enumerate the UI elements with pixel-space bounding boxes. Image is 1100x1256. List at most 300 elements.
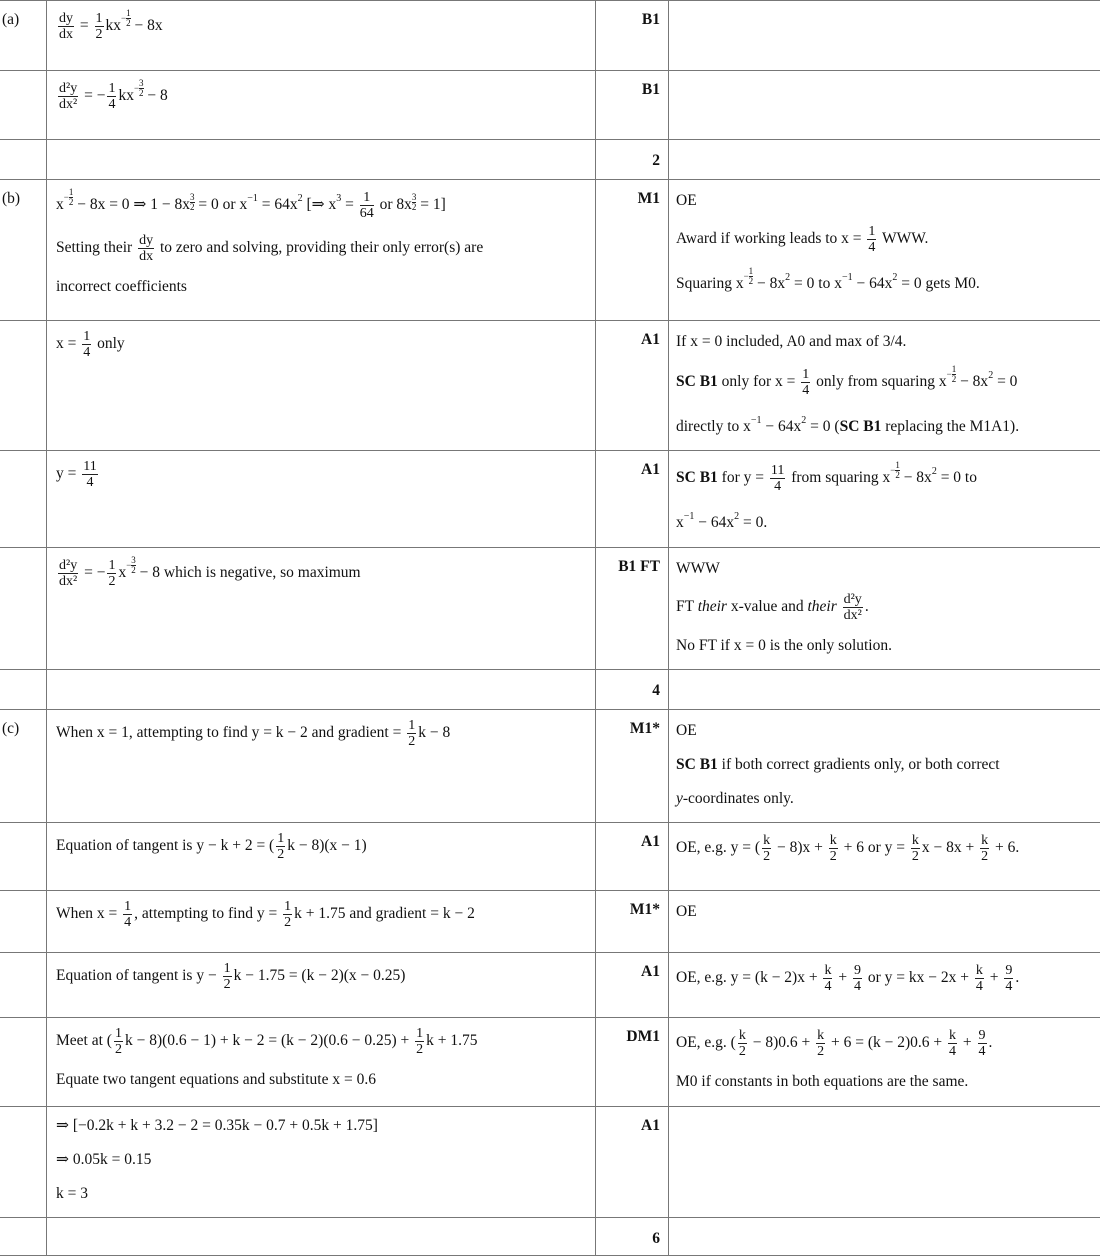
text-run: . <box>989 1034 993 1051</box>
total-marks: 2 <box>596 140 669 180</box>
text-run: k − 8)(0.6 − 1) + k − 2 = (k − 2)(0.6 − 0.25) + <box>125 1032 413 1049</box>
numerator: 1 <box>126 9 131 19</box>
math-line <box>56 1115 587 1137</box>
answer-cell <box>47 1217 596 1255</box>
numerator: 3 <box>190 193 195 203</box>
math-line <box>676 558 1094 580</box>
numerator: d²y <box>843 592 863 608</box>
math-line <box>56 831 587 862</box>
mark-cell: B1 <box>596 1 669 71</box>
text-run: OE, e.g. ( <box>676 1034 736 1051</box>
text-run: or 8x <box>376 196 412 213</box>
text-run: = <box>341 196 358 213</box>
math-line <box>676 506 1094 534</box>
text-run: − 64x <box>762 418 802 435</box>
fraction <box>762 833 771 864</box>
denominator: 2 <box>829 849 838 864</box>
mark-cell: M1* <box>596 709 669 822</box>
text-run: . <box>865 598 869 615</box>
fraction <box>816 1028 825 1059</box>
table-row <box>0 321 1100 451</box>
text-run: ⇒ 0.05k = 0.15 <box>56 1151 151 1168</box>
text-run: Award if working leads to x = <box>676 230 865 247</box>
numerator: 1 <box>107 81 116 97</box>
part-label <box>0 1106 47 1217</box>
math-line <box>676 963 1094 994</box>
text-run: + <box>959 1034 976 1051</box>
bold-text: SC B1 <box>840 418 882 435</box>
denominator: 2 <box>762 849 771 864</box>
answer-cell <box>47 669 596 709</box>
guidance-cell <box>669 140 1100 180</box>
part-label <box>0 669 47 709</box>
math-line <box>56 718 587 749</box>
guidance-cell <box>669 1217 1100 1255</box>
text-run: − 8x <box>956 373 988 390</box>
text-run: only from squaring x <box>812 373 946 390</box>
math-line <box>676 720 1094 742</box>
numerator: 1 <box>407 718 416 734</box>
text-run: = 0 to <box>937 469 977 486</box>
text-run: only <box>93 335 124 352</box>
text-run: = 0 to x <box>790 275 842 292</box>
numerator: 1 <box>801 367 810 383</box>
text-run: OE <box>676 903 697 920</box>
exponent-sign: − <box>121 14 126 23</box>
text-run: When x = <box>56 905 121 922</box>
fraction <box>853 963 862 994</box>
denominator: 4 <box>823 979 832 994</box>
numerator: 9 <box>1004 963 1013 979</box>
denominator: 2 <box>895 471 900 480</box>
total-marks: 4 <box>596 669 669 709</box>
fraction <box>107 558 116 589</box>
fraction <box>58 81 78 112</box>
mark-scheme-body <box>0 1 1100 1256</box>
guidance-cell <box>669 71 1100 140</box>
denominator: 2 <box>114 1042 123 1057</box>
guidance-cell <box>669 709 1100 822</box>
fraction <box>82 329 91 360</box>
numerator: 1 <box>867 224 876 240</box>
text-run: x-value and <box>727 598 807 615</box>
text-run: Setting their <box>56 239 136 256</box>
denominator: 4 <box>123 915 132 930</box>
numerator: k <box>762 833 771 849</box>
numerator: 1 <box>69 188 74 198</box>
math-line <box>676 1071 1094 1093</box>
numerator: 3 <box>131 556 136 566</box>
denominator: 4 <box>82 475 97 490</box>
text-run: − 8 which is negative, so maximum <box>136 564 361 581</box>
text-run: Equation of tangent is y − k + 2 = ( <box>56 837 274 854</box>
denominator: 2 <box>980 849 989 864</box>
guidance-cell <box>669 450 1100 547</box>
denominator: 4 <box>770 479 785 494</box>
text-run: − 8)0.6 + <box>749 1034 814 1051</box>
answer-cell <box>47 822 596 890</box>
math-line <box>676 833 1094 864</box>
fraction <box>980 833 989 864</box>
math-line <box>676 410 1094 438</box>
numerator: 1 <box>952 365 957 375</box>
table-row <box>0 1017 1100 1106</box>
numerator: 3 <box>139 79 144 89</box>
fraction <box>843 592 863 623</box>
part-label: (c) <box>0 709 47 822</box>
math-line <box>56 79 587 112</box>
denominator: 2 <box>276 847 285 862</box>
guidance-cell <box>669 1 1100 71</box>
fraction <box>276 831 285 862</box>
guidance-cell <box>669 547 1100 669</box>
math-line <box>56 1149 587 1171</box>
text-run: kx <box>106 17 122 34</box>
numerator: 1 <box>276 831 285 847</box>
numerator: 1 <box>415 1026 424 1042</box>
part-label <box>0 321 47 451</box>
numerator: 9 <box>978 1028 987 1044</box>
italic-text: y <box>676 790 683 807</box>
numerator: 1 <box>223 961 232 977</box>
superscript: 2 <box>801 415 806 426</box>
bold-text: SC B1 <box>676 373 718 390</box>
text-run: x <box>118 564 126 581</box>
fraction <box>948 1028 957 1059</box>
denominator: 4 <box>948 1044 957 1059</box>
exponent-sign: − <box>126 561 131 570</box>
table-row <box>0 450 1100 547</box>
part-label <box>0 140 47 180</box>
fraction <box>107 81 116 112</box>
fraction <box>114 1026 123 1057</box>
fraction <box>975 963 984 994</box>
superscript: 2 <box>734 511 739 522</box>
numerator: 1 <box>283 899 292 915</box>
text-run: Equate two tangent equations and substitute x = 0.6 <box>56 1071 376 1088</box>
table-row <box>0 1217 1100 1255</box>
fraction <box>978 1028 987 1059</box>
table-row <box>0 822 1100 890</box>
numerator: 1 <box>123 899 132 915</box>
mark-cell: A1 <box>596 822 669 890</box>
math-line <box>676 635 1094 657</box>
guidance-cell <box>669 1017 1100 1106</box>
table-row <box>0 890 1100 952</box>
text-run: k − 1.75 = (k − 2)(x − 0.25) <box>234 967 406 984</box>
text-run: − 8x <box>131 17 163 34</box>
text-run: or y = kx − 2x + <box>864 969 973 986</box>
exponent-sign: − <box>890 466 895 475</box>
fraction <box>911 833 920 864</box>
exponent-sign: − <box>64 193 69 202</box>
text-run: -coordinates only. <box>683 790 794 807</box>
text-run: + 6. <box>991 839 1019 856</box>
denominator: 4 <box>867 240 876 255</box>
math-line <box>676 461 1094 494</box>
text-run: When x = 1, attempting to find y = k − 2 and gradient = <box>56 724 405 741</box>
text-run: − 8 <box>144 87 168 104</box>
answer-cell <box>47 321 596 451</box>
math-line <box>56 233 587 264</box>
numerator: 11 <box>770 463 785 479</box>
mark-cell: A1 <box>596 321 669 451</box>
part-label <box>0 547 47 669</box>
denominator: 2 <box>107 574 116 589</box>
numerator: k <box>980 833 989 849</box>
fraction <box>415 1026 424 1057</box>
denominator: 4 <box>82 345 91 360</box>
part-label <box>0 1217 47 1255</box>
answer-cell <box>47 952 596 1017</box>
math-line <box>56 1026 587 1057</box>
text-run: If x = 0 included, A0 and max of 3/4. <box>676 333 906 350</box>
numerator: dy <box>138 233 154 249</box>
text-run: WWW <box>676 560 720 577</box>
mark-cell: A1 <box>596 952 669 1017</box>
math-line <box>56 961 587 992</box>
table-row <box>0 709 1100 822</box>
math-line <box>676 901 1094 923</box>
answer-cell <box>47 890 596 952</box>
superscript: −1 <box>751 415 762 426</box>
numerator: 1 <box>749 267 754 277</box>
guidance-cell <box>669 952 1100 1017</box>
text-run: for y = <box>718 469 768 486</box>
numerator: 9 <box>853 963 862 979</box>
denominator: 2 <box>749 277 754 286</box>
text-run: incorrect coefficients <box>56 278 187 295</box>
fraction <box>138 233 154 264</box>
math-line <box>676 190 1094 212</box>
numerator: k <box>816 1028 825 1044</box>
text-run: = 0 ( <box>806 418 839 435</box>
text-run: − 8x = 0 ⇒ 1 − 8x <box>73 196 190 213</box>
fraction <box>123 899 132 930</box>
text-run: directly to x <box>676 418 751 435</box>
text-run: k + 1.75 and gradient = k − 2 <box>294 905 475 922</box>
answer-cell <box>47 709 596 822</box>
answer-cell <box>47 140 596 180</box>
superscript: 2 <box>785 272 790 283</box>
text-run: [⇒ x <box>303 196 337 213</box>
math-line <box>676 365 1094 398</box>
denominator: dx² <box>843 608 863 623</box>
text-run: OE, e.g. y = ( <box>676 839 760 856</box>
text-run: − 8x <box>900 469 932 486</box>
part-label: (a) <box>0 1 47 71</box>
guidance-cell <box>669 890 1100 952</box>
numerator: dy <box>58 11 74 27</box>
text-run: WWW. <box>878 230 928 247</box>
denominator: 2 <box>283 915 292 930</box>
numerator: k <box>911 833 920 849</box>
text-run <box>837 598 841 615</box>
text-run: = − <box>80 87 105 104</box>
answer-cell <box>47 1106 596 1217</box>
text-run: − 64x <box>694 514 734 531</box>
numerator: 1 <box>114 1026 123 1042</box>
denominator: 4 <box>853 979 862 994</box>
fractional-exponent <box>947 365 957 384</box>
guidance-cell <box>669 180 1100 321</box>
text-run: from squaring x <box>787 469 890 486</box>
part-label <box>0 450 47 547</box>
fractional-exponent <box>890 461 900 480</box>
denominator: 2 <box>190 203 195 212</box>
text-run: = 64x <box>258 196 298 213</box>
fractional-exponent <box>134 79 144 98</box>
text-run: + <box>986 969 1003 986</box>
text-run: kx <box>118 87 134 104</box>
text-run: x − 8x + <box>922 839 978 856</box>
text-run: = 0 or x <box>195 196 248 213</box>
answer-cell <box>47 1 596 71</box>
math-line <box>56 329 587 360</box>
guidance-cell <box>669 1106 1100 1217</box>
superscript: 2 <box>298 193 303 204</box>
denominator: 4 <box>975 979 984 994</box>
answer-cell <box>47 180 596 321</box>
exponent-sign: − <box>947 370 952 379</box>
text-run: if both correct gradients only, or both correct <box>718 756 1000 773</box>
fractional-exponent <box>64 188 74 207</box>
denominator: 2 <box>412 203 417 212</box>
numerator: d²y <box>58 81 78 97</box>
math-line <box>56 276 587 298</box>
text-run: , attempting to find y = <box>134 905 281 922</box>
fraction <box>823 963 832 994</box>
denominator: dx² <box>58 574 78 589</box>
answer-cell <box>47 1017 596 1106</box>
math-line <box>56 1069 587 1091</box>
math-line <box>676 788 1094 810</box>
fraction <box>801 367 810 398</box>
table-row <box>0 547 1100 669</box>
denominator: 2 <box>816 1044 825 1059</box>
text-run: k + 1.75 <box>426 1032 477 1049</box>
text-run: Squaring x <box>676 275 744 292</box>
numerator: k <box>975 963 984 979</box>
text-run: Equation of tangent is y − <box>56 967 221 984</box>
text-run: − 8)x + <box>773 839 827 856</box>
text-run: k − 8 <box>418 724 450 741</box>
math-line <box>676 224 1094 255</box>
numerator: 1 <box>82 329 91 345</box>
text-run: x = <box>56 335 80 352</box>
answer-cell <box>47 450 596 547</box>
numerator: 1 <box>895 461 900 471</box>
denominator: 2 <box>95 27 104 42</box>
fraction <box>95 11 104 42</box>
denominator: 2 <box>126 19 131 28</box>
fraction <box>223 961 232 992</box>
text-run: k − 8)(x − 1) <box>287 837 366 854</box>
part-label <box>0 890 47 952</box>
math-line <box>56 459 587 490</box>
text-run: OE, e.g. y = (k − 2)x + <box>676 969 821 986</box>
numerator: 11 <box>82 459 97 475</box>
text-run: = 0. <box>739 514 767 531</box>
denominator: 2 <box>415 1042 424 1057</box>
mark-cell: B1 FT <box>596 547 669 669</box>
text-run: to zero and solving, providing their only error(s) are <box>156 239 483 256</box>
text-run: − 64x <box>853 275 893 292</box>
text-run: + 6 = (k − 2)0.6 + <box>827 1034 946 1051</box>
bold-text: SC B1 <box>676 756 718 773</box>
numerator: 1 <box>360 190 374 206</box>
part-label: (b) <box>0 180 47 321</box>
denominator: 2 <box>139 89 144 98</box>
part-label <box>0 1017 47 1106</box>
mark-cell: M1* <box>596 890 669 952</box>
superscript: 2 <box>932 466 937 477</box>
table-row <box>0 180 1100 321</box>
math-line <box>56 899 587 930</box>
text-run: only for x = <box>718 373 800 390</box>
text-run: + <box>834 969 851 986</box>
numerator: d²y <box>58 558 78 574</box>
math-line <box>676 1028 1094 1059</box>
table-row <box>0 669 1100 709</box>
denominator: 2 <box>911 849 920 864</box>
fraction <box>360 190 374 221</box>
text-run: M0 if constants in both equations are the same. <box>676 1073 968 1090</box>
part-label <box>0 952 47 1017</box>
fraction <box>1004 963 1013 994</box>
denominator: 2 <box>952 375 957 384</box>
numerator: k <box>823 963 832 979</box>
text-run: = <box>76 17 93 34</box>
part-label <box>0 71 47 140</box>
italic-text: their <box>807 598 836 615</box>
denominator: 4 <box>1004 979 1013 994</box>
mark-cell: B1 <box>596 71 669 140</box>
superscript: −1 <box>247 193 258 204</box>
text-run: = − <box>80 564 105 581</box>
numerator: k <box>829 833 838 849</box>
table-row <box>0 1106 1100 1217</box>
denominator: 4 <box>107 97 116 112</box>
text-run: k = 3 <box>56 1185 88 1202</box>
mark-cell: DM1 <box>596 1017 669 1106</box>
denominator: 4 <box>801 383 810 398</box>
text-run: OE <box>676 722 697 739</box>
fraction <box>58 11 74 42</box>
text-run: y = <box>56 465 80 482</box>
text-run: + 6 or y = <box>840 839 909 856</box>
numerator: k <box>948 1028 957 1044</box>
bold-text: SC B1 <box>676 469 718 486</box>
numerator: k <box>738 1028 747 1044</box>
table-row <box>0 140 1100 180</box>
guidance-cell <box>669 822 1100 890</box>
text-run: = 1] <box>416 196 445 213</box>
denominator: 2 <box>131 566 136 575</box>
text-run: = 0 <box>993 373 1017 390</box>
table-row <box>0 1 1100 71</box>
denominator: 2 <box>223 977 232 992</box>
denominator: 2 <box>69 198 74 207</box>
math-line <box>56 188 587 221</box>
text-run: − 8x <box>753 275 785 292</box>
math-line <box>56 556 587 589</box>
mark-cell: A1 <box>596 450 669 547</box>
fraction <box>738 1028 747 1059</box>
fractional-exponent <box>121 9 131 28</box>
numerator: 3 <box>412 193 417 203</box>
text-run: replacing the M1A1). <box>881 418 1019 435</box>
